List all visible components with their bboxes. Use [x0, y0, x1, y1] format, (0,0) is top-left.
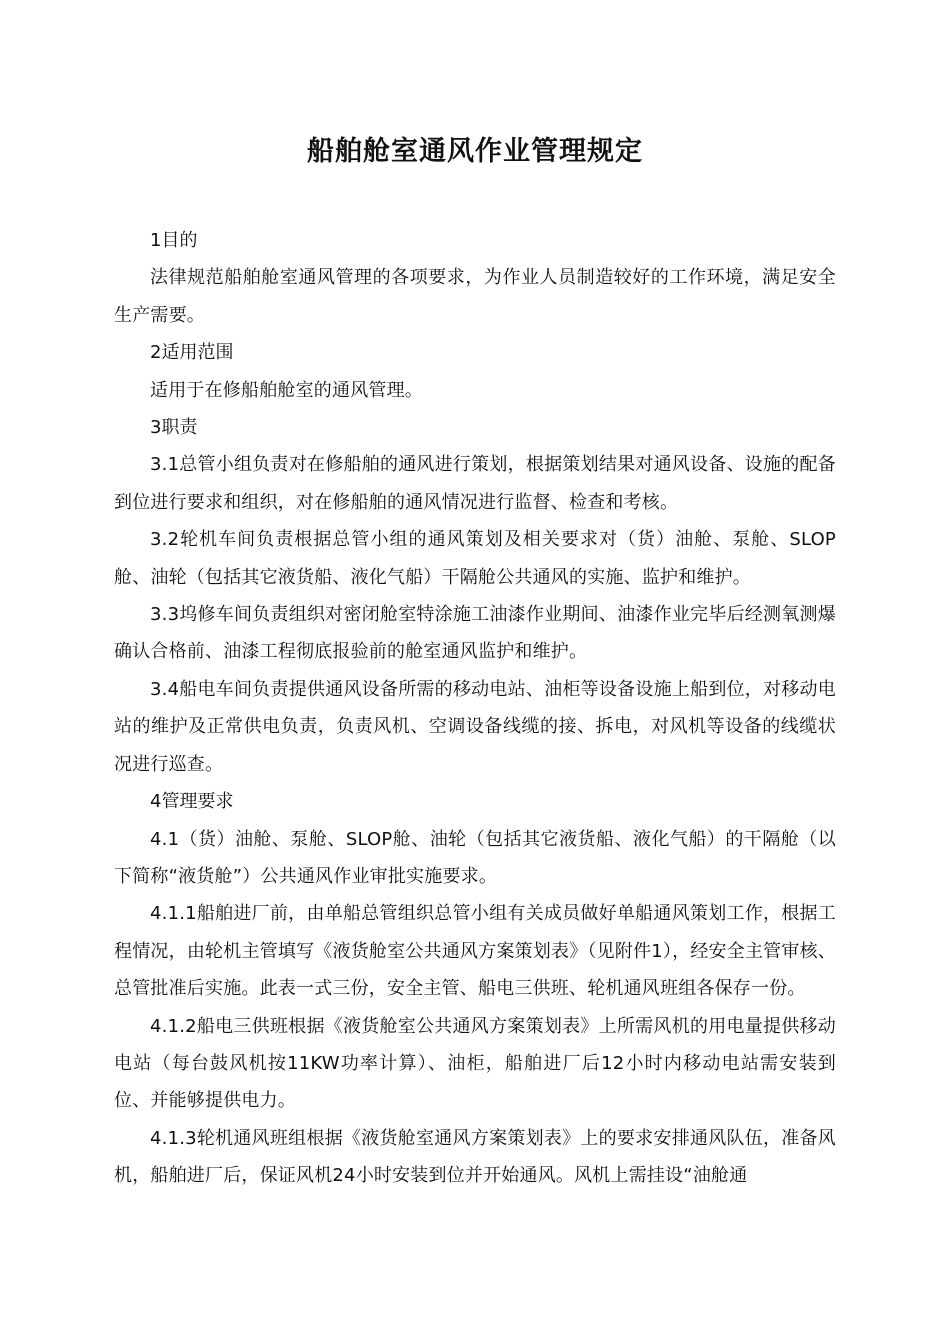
paragraph-4-1-2: 4.1.2船电三供班根据《液货舱室公共通风方案策划表》上所需风机的用电量提供移动电站（每台鼓风机按11KW功率计算）、油柜，船舶进厂后12小时内移动电站需安装到位、并能够提供电力。	[114, 1015, 836, 1112]
paragraph-4-1-3: 4.1.3轮机通风班组根据《液货舱室通风方案策划表》上的要求安排通风队伍，准备风机，船舶进厂后，保证风机24小时安装到位并开始通风。风机上需挂设“油舱通	[114, 1127, 836, 1187]
paragraph-4-1-1: 4.1.1船舶进厂前，由单船总管组织总管小组有关成员做好单船通风策划工作，根据工程情况，由轮机主管填写《液货舱室公共通风方案策划表》（见附件1），经安全主管审核、总管批准后实施。此表一式三份，安全主管、船电三供班、轮机通风班组各保存一份。	[114, 903, 836, 1000]
section-heading-purpose: 1目的	[150, 230, 198, 251]
section-heading-responsibilities: 3职责	[150, 417, 198, 439]
paragraph-3-3: 3.3坞修车间负责组织对密闭舱室特涂施工油漆作业期间、油漆作业完毕后经测氧测爆确认合格前、油漆工程彻底报验前的舱室通风监护和维护。	[114, 604, 836, 663]
paragraph-3-2: 3.2轮机车间负责根据总管小组的通风策划及相关要求对（货）油舱、泵舱、SLOP舱、油轮（包括其它液货船、液化气船）干隔舱公共通风的实施、监护和维护。	[114, 529, 836, 588]
section-heading-scope: 2适用范围	[150, 342, 234, 364]
paragraph-purpose: 法律规范船舶舱室通风管理的各项要求，为作业人员制造较好的工作环境，满足安全生产需要。	[114, 267, 836, 326]
paragraph-4-1: 4.1（货）油舱、泵舱、SLOP舱、油轮（包括其它液货船、液化气船）的干隔舱（以下简称“液货舱”）公共通风作业审批实施要求。	[114, 828, 836, 887]
document-body	[114, 222, 836, 1195]
document-title: 船舶舱室通风作业管理规定	[307, 136, 643, 167]
paragraph-scope: 适用于在修船舶舱室的通风管理。	[150, 379, 423, 401]
paragraph-3-4: 3.4船电车间负责提供通风设备所需的移动电站、油柜等设备设施上船到位，对移动电站的维护及正常供电负责，负责风机、空调设备线缆的接、拆电，对风机等设备的线缆状况进行巡查。	[114, 678, 836, 775]
paragraph-3-1: 3.1总管小组负责对在修船舶的通风进行策划，根据策划结果对通风设备、设施的配备到位进行要求和组织，对在修船舶的通风情况进行监督、检查和考核。	[114, 454, 836, 513]
section-heading-management-requirements: 4管理要求	[150, 791, 234, 813]
